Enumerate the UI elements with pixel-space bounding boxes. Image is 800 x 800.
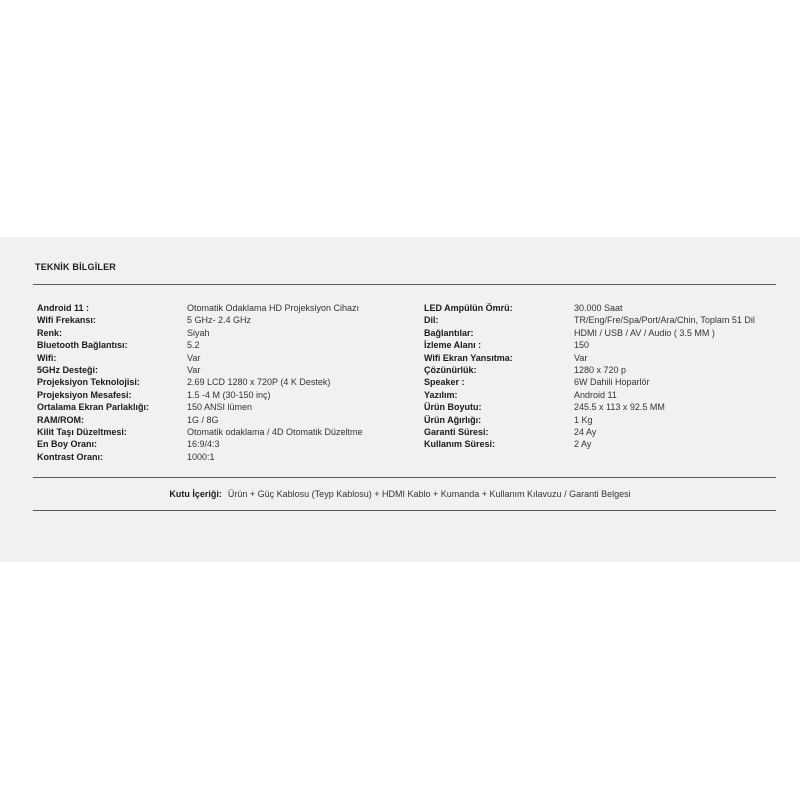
spec-label: Ortalama Ekran Parlaklığı: bbox=[37, 402, 150, 413]
spec-value: HDMI / USB / AV / Audio ( 3.5 MM ) bbox=[574, 327, 715, 338]
top-divider bbox=[33, 284, 776, 285]
spec-label: Garanti Süresi: bbox=[424, 427, 489, 437]
spec-label: Çözünürlük: bbox=[424, 365, 477, 375]
section-title: TEKNİK BİLGİLER bbox=[35, 262, 116, 272]
spec-label: Kullanım Süresi: bbox=[424, 439, 496, 450]
spec-value: Var bbox=[574, 352, 588, 363]
spec-value: Siyah bbox=[187, 327, 210, 338]
spec-value: Android 11 bbox=[574, 389, 617, 400]
spec-value: 2 Ay bbox=[574, 439, 592, 450]
spec-label: RAM/ROM: bbox=[37, 414, 84, 425]
spec-value: Var bbox=[187, 352, 201, 363]
spec-label: Android 11 : bbox=[37, 303, 90, 313]
spec-value: 2.69 LCD 1280 x 720P (4 K Destek) bbox=[187, 377, 331, 388]
spec-value: TR/Eng/Fre/Spa/Port/Ara/Chin, Toplam 51 Dil bbox=[574, 315, 755, 326]
spec-value: 16:9/4:3 bbox=[187, 439, 220, 450]
spec-label: 5GHz Desteği: bbox=[37, 365, 99, 375]
spec-value: Var bbox=[187, 365, 201, 375]
spec-value: 1 Kg bbox=[574, 414, 593, 425]
spec-label: En Boy Oranı: bbox=[37, 439, 98, 450]
spec-label: Renk: bbox=[37, 327, 63, 338]
spec-label: İzleme Alanı : bbox=[424, 340, 482, 351]
middle-divider bbox=[33, 477, 776, 478]
spec-value: 1000:1 bbox=[187, 451, 215, 462]
spec-value: 245.5 x 113 x 92.5 MM bbox=[574, 402, 665, 413]
spec-label: Bluetooth Bağlantısı: bbox=[37, 340, 128, 351]
spec-label: Kilit Taşı Düzeltmesi: bbox=[37, 427, 127, 437]
box-contents-value: Ürün + Güç Kablosu (Teyp Kablosu) + HDMI Kablo + Kumanda + Kullanım Kılavuzu / Garanti Belgesi bbox=[227, 489, 631, 499]
spec-label: Kontrast Oranı: bbox=[37, 451, 104, 462]
spec-value: 150 ANSI lümen bbox=[187, 402, 253, 413]
spec-label: Wifi: bbox=[37, 352, 57, 363]
spec-value: 5 GHz- 2.4 GHz bbox=[187, 315, 252, 326]
spec-label: Ürün Ağırlığı: bbox=[424, 414, 482, 425]
bottom-divider bbox=[33, 510, 776, 511]
spec-label: LED Ampülün Ömrü: bbox=[424, 303, 513, 313]
spec-value: 1.5 -4 M (30-150 inç) bbox=[187, 389, 271, 400]
spec-label: Speaker : bbox=[424, 377, 465, 388]
spec-value: 24 Ay bbox=[574, 427, 597, 437]
spec-label: Wifi Frekansı: bbox=[37, 315, 96, 326]
spec-value: 6W Dahili Hoparlör bbox=[574, 377, 650, 388]
spec-label: Dil: bbox=[424, 315, 439, 326]
spec-label: Yazılım: bbox=[424, 389, 458, 400]
spec-value: Otomatik odaklama / 4D Otomatik Düzeltme bbox=[187, 427, 363, 437]
box-contents-label: Kutu İçeriği: bbox=[169, 489, 222, 499]
spec-label: Projeksiyon Teknolojisi: bbox=[37, 377, 140, 388]
spec-value: Otomatik Odaklama HD Projeksiyon Cihazı bbox=[187, 303, 360, 313]
spec-value: 1G / 8G bbox=[187, 414, 219, 425]
spec-value: 30.000 Saat bbox=[574, 303, 623, 313]
spec-value: 5.2 bbox=[187, 340, 200, 351]
spec-label: Wifi Ekran Yansıtma: bbox=[424, 352, 513, 363]
spec-label: Projeksiyon Mesafesi: bbox=[37, 389, 132, 400]
spec-label: Bağlantılar: bbox=[424, 327, 474, 338]
spec-value: 1280 x 720 p bbox=[574, 365, 627, 375]
box-contents bbox=[0, 489, 800, 499]
spec-label: Ürün Boyutu: bbox=[424, 402, 482, 413]
spec-value: 150 bbox=[574, 340, 590, 351]
